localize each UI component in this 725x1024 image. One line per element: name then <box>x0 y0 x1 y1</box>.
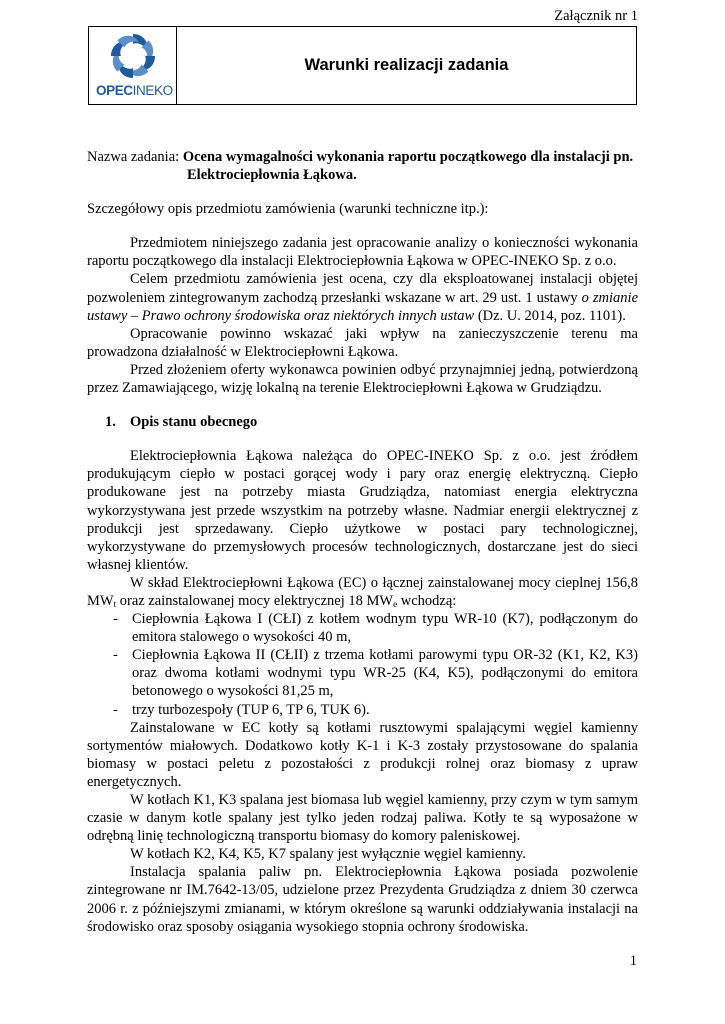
list-item-text-3: trzy turbozespoły (TUP 6, TP 6, TUK 6). <box>132 701 370 718</box>
intro-p2-end: (Dz. U. 2014, poz. 1101). <box>477 307 626 324</box>
intro-p2-italic: o zmianie ustawy – Prawo ochrony środowiska oraz niektórych innych ustaw <box>87 289 639 324</box>
s1-p2-sub-e: e <box>393 598 398 609</box>
list-item-text-1: Ciepłownia Łąkowa I (CŁI) z kotłem wodnym typu WR-10 (K7), podłączonym do emitora stalowego o wysokości 40 m, <box>132 611 638 646</box>
intro-paragraph-2 <box>87 270 638 324</box>
list-dash: - <box>113 701 118 718</box>
list-dash: - <box>113 647 118 664</box>
s1-p2-b: oraz zainstalowanej mocy elektrycznej 18 MW <box>116 592 394 609</box>
logo-cell <box>89 27 177 104</box>
task-label: Nazwa zadania: <box>87 149 180 165</box>
section-1-paragraph-2 <box>87 574 638 610</box>
section-1-title: Opis stanu obecnego <box>130 414 258 431</box>
section-1-paragraph-6: Instalacja spalania paliw pn. Elektrociepłownia Łąkowa posiada pozwolenie zintegrowane nr IM.7642-13/05, udzielone przez Prezydenta Grudziądza z dniem 30 czerwca 2006 r. z późniejszymi zmianami, w którym określone są warunki oddziaływania instalacji na środowisko oraz sposoby osiągania wysokiego stopnia ochrony środowiska. <box>87 864 638 935</box>
task-name-block <box>87 148 638 184</box>
list-item-text-2: Ciepłownia Łąkowa II (CŁII) z trzema kotłami parowymi typu OR-32 (K1, K2, K3) oraz dwoma kotłami wodnymi typu WR-25 (K4, K5), podłączonymi do emitora betonowego o wysokości 81,25 m, <box>132 647 638 700</box>
intro-paragraph-3: Opracowanie powinno wskazać jaki wpływ na zanieczyszczenie terenu ma prowadzona działalność w Elektrociepłowni Łąkowa. <box>87 325 638 360</box>
s1-p2-c: wchodzą: <box>397 592 457 609</box>
logo-text-regular: INEKO <box>132 83 173 98</box>
header-table <box>88 26 637 105</box>
task-name-line2: Elektrociepłownia Łąkowa. <box>187 167 357 184</box>
section-1-paragraph-5: W kotłach K2, K4, K5, K7 spalany jest wyłącznie węgiel kamienny. <box>130 846 526 863</box>
intro-paragraph-1: Przedmiotem niniejszego zadania jest opracowanie analizy o konieczności wykonania raportu początkowego dla instalacji Elektrociepłownia Łąkowa w OPEC-INEKO Sp. z o.o. <box>87 235 638 270</box>
intro-p2-start: Celem przedmiotu zamówienia jest ocena, czy dla eksploatowanej instalacji objętej pozwoleniem zintegrowanym zachodzą przesłanki wskazane w art. 29 ust. 1 ustawy <box>87 271 638 306</box>
section-1-paragraph-1: Elektrociepłownia Łąkowa należąca do OPEC-INEKO Sp. z o.o. jest źródłem produkującym ciepło w postaci gorącej wody i pary oraz energię elektryczną. Ciepło produkowane jest na potrzeby miasta Grudziądza, natomiast energia elektryczna wykorzystywana jest przede wszystkim na potrzeby własne. Nadmiar energii elektrycznej z produkcji jest sprzedawany. Ciepło użytkowe w postaci pary technologicznej, wykorzystywane do przemysłowych procesów technologicznych, dostarczane jest do sieci własnej klientów. <box>87 448 638 573</box>
document-body <box>87 148 638 936</box>
section-1-paragraph-4: W kotłach K1, K3 spalana jest biomasa lub węgiel kamienny, przy czym w tym samym czasie w danym kotle spalany jest tylko jeden rodzaj paliwa. Kotły te są wyposażone w odrębną linię technologiczną transportu biomasy do komory paleniskowej. <box>87 792 638 845</box>
page-number: 1 <box>629 953 637 969</box>
s1-p2-a: W skład Elektrociepłowni Łąkowa (EC) o łącznej zainstalowanej mocy cieplnej 156,8 MW <box>87 574 638 609</box>
s1-p2-sub-t: t <box>113 598 117 609</box>
logo-wordmark <box>96 83 176 99</box>
list-dash: - <box>113 611 118 628</box>
list-item <box>87 610 638 646</box>
task-name-line1: Ocena wymagalności wykonania raportu początkowego dla instalacji pn. <box>182 149 634 165</box>
section-1-heading <box>87 413 638 431</box>
list-item <box>87 701 638 719</box>
document-title: Warunki realizacji zadania <box>304 56 509 74</box>
intro-paragraph-4: Przed złożeniem oferty wykonawca powinien odbyć przynajmniej jedną, potwierdzoną przez Zamawiającego, wizję lokalną na terenie Elektrociepłowni Łąkowa w Grudziądzu. <box>87 361 638 397</box>
list-item <box>87 646 638 700</box>
description-heading: Szczegółowy opis przedmiotu zamówienia (warunki techniczne itp.): <box>87 201 489 218</box>
logo-text-bold: OPEC <box>96 83 133 98</box>
opec-ineko-logo-icon <box>108 31 158 81</box>
section-1-paragraph-3: Zainstalowane w EC kotły są kotłami rusztowymi spalającymi węgiel kamienny sortymentów miałowych. Dodatkowo kotły K-1 i K-3 zostały przystosowane do spalania biomasy w postaci peletu z pozostałości z produkcji rolnej oraz biomasy z upraw energetycznych. <box>87 719 638 790</box>
section-1-number: 1. <box>105 414 116 431</box>
annex-label: Załącznik nr 1 <box>554 8 638 24</box>
